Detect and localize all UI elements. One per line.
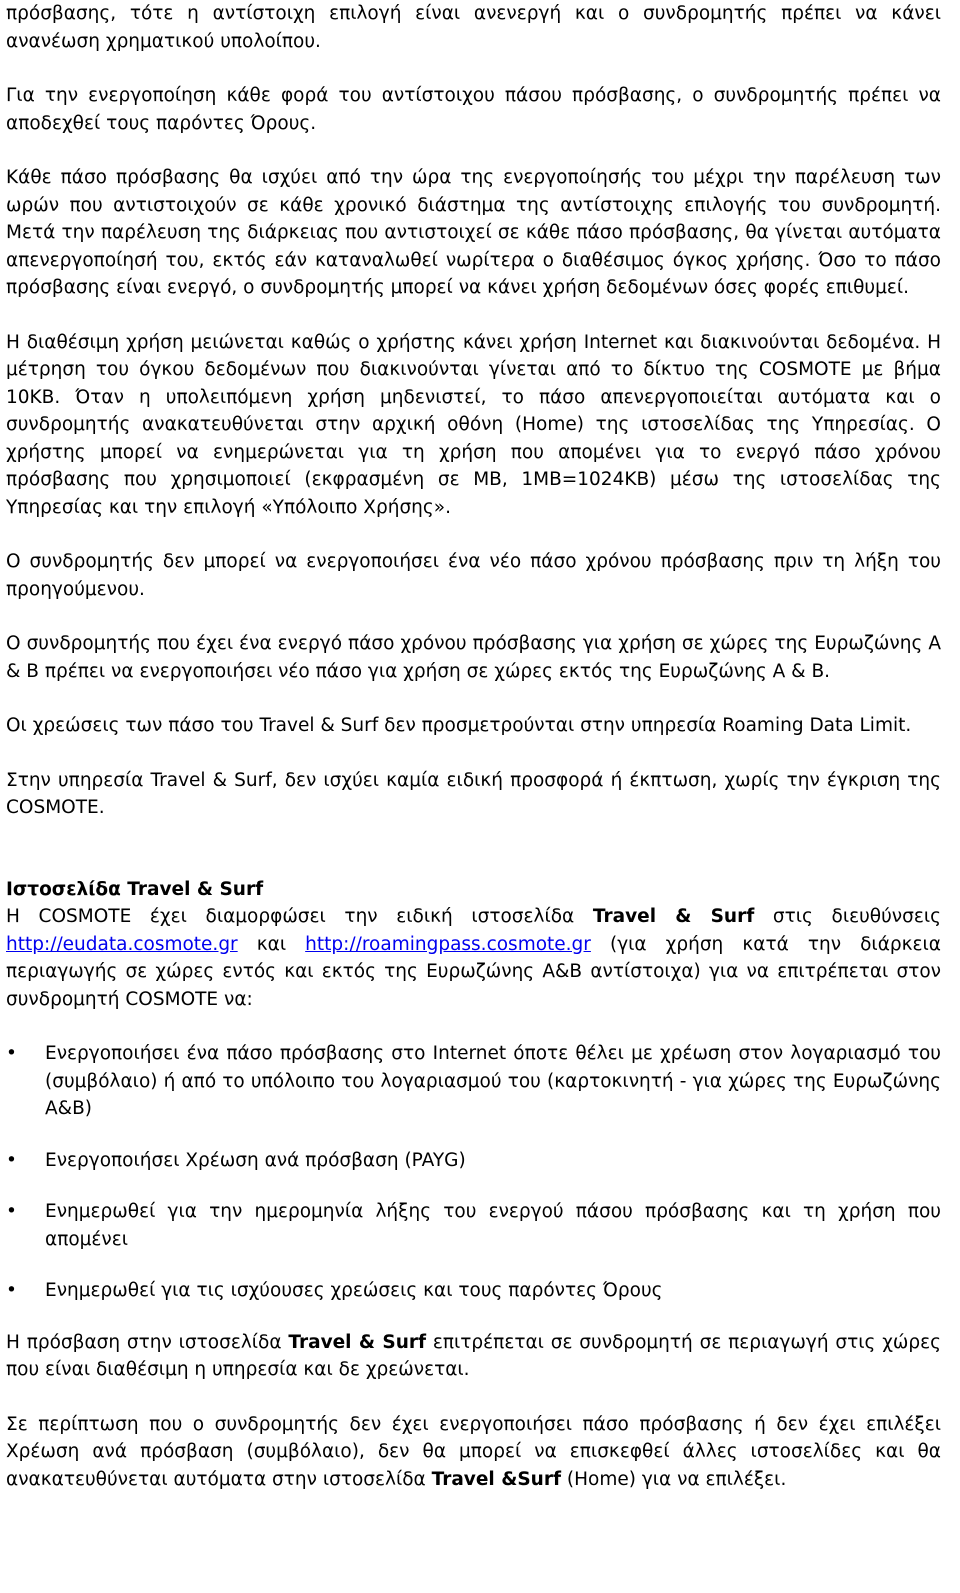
bullet-icon: • (6, 1149, 17, 1171)
list-item-text: Ενημερωθεί για τις ισχύουσες χρεώσεις και τους παρόντες Όρους (45, 1280, 663, 1301)
access-bold-travel-surf: Travel & Surf (288, 1331, 427, 1353)
list-item-text: Ενεργοποιήσει ένα πάσο πρόσβασης στο Internet όποτε θέλει με χρέωση στον λογαριασμό του (συμβόλαιο) ή από το υπόλοιπο του λογαριασμού του (καρτοκινητή - για χώρες της Ευρωζώνης Α&Β) (45, 1043, 941, 1119)
paragraph-renewal: πρόσβασης, τότε η αντίστοιχη επιλογή είναι ανενεργή και ο συνδρομητής πρέπει να κάνει ανανέωση χρηματικού υπολοίπου. (6, 3, 941, 52)
list-item (6, 1277, 941, 1305)
intro-and: και (237, 933, 306, 955)
paragraph-terms-acceptance: Για την ενεργοποίηση κάθε φορά του αντίστοιχου πάσου πρόσβασης, ο συνδρομητής πρέπει να αποδεχθεί τους παρόντες Όρους. (6, 85, 941, 134)
paragraph-pass-validity: Κάθε πάσο πρόσβασης θα ισχύει από την ώρα της ενεργοποίησής του μέχρι την παρέλευση των ωρών που αντιστοιχούν σε κάθε χρονικό διάστημα της αντίστοιχης επιλογής του συνδρομητή. Μετά την παρέλευση της διάρκειας που αντιστοιχεί σε κάθε πάσο πρόσβασης, θα γίνεται αυτόματα απενεργοποίησή του, εκτός εάν καταναλωθεί νωρίτερα ο διαθέσιμος όγκος χρήσης. Όσο το πάσο πρόσβασης είναι ενεργό, ο συνδρομητής μπορεί να κάνει χρήση δεδομένων όσες φορές επιθυμεί. (6, 167, 941, 298)
final-bold-travel-surf: Travel &Surf (431, 1468, 561, 1490)
roamingpass-link[interactable]: http://roamingpass.cosmote.gr (305, 933, 591, 955)
paragraph-usage-metering: Η διαθέσιμη χρήση μειώνεται καθώς ο χρήστης κάνει χρήση Internet και διακινούνται δεδομένα. Η μέτρηση του όγκου δεδομένων που διακινούνται γίνεται από το δίκτυο της COSMOTE με βήμα 10KB. Όταν η υπολειπόμενη χρήση μηδενιστεί, το πάσο απενεργοποιείται αυτόματα και ο συνδρομητής ανακατευθύνεται στην αρχική οθόνη (Home) της ιστοσελίδας της Υπηρεσίας. Ο χρήστης μπορεί να ενημερώνεται για τη χρήση που απομένει για το ενεργό πάσο χρόνου πρόσβασης που χρησιμοποιεί (εκφρασμένη σε MB, 1MB=1024KB) μέσω της ιστοσελίδας της Υπηρεσίας και την επιλογή «Υπόλοιπο Χρήσης». (6, 331, 941, 518)
paragraph-redirect (6, 1411, 941, 1494)
access-text-b: επιτρέπεται σε συνδρομητή σε περιαγωγή στις χώρες που είναι διαθέσιμη η υπηρεσία και δε χρεώνεται. (6, 1331, 941, 1380)
bullet-icon: • (6, 1043, 17, 1064)
paragraph-website-intro (6, 903, 941, 1013)
paragraph-new-pass-restriction: Ο συνδρομητής δεν μπορεί να ενεργοποιήσει ένα νέο πάσο χρόνου πρόσβασης πριν τη λήξη του προηγούμενου. (6, 551, 941, 600)
final-text-b: (Home) για να επιλέξει. (561, 1468, 787, 1490)
bullet-icon: • (6, 1280, 17, 1301)
section-heading: Ιστοσελίδα Travel & Surf (6, 878, 264, 900)
access-text-a: Η πρόσβαση στην ιστοσελίδα (6, 1331, 289, 1353)
document-page (6, 0, 941, 1493)
eudata-link[interactable]: http://eudata.cosmote.gr (6, 933, 238, 955)
final-text-a: Σε περίπτωση που ο συνδρομητής δεν έχει ενεργοποιήσει πάσο πρόσβασης ή δεν έχει επιλέξει Χρέωση ανά πρόσβαση (συμβόλαιο), δεν θα μπορεί να επισκεφθεί άλλες ιστοσελίδες και θα ανακατευθύνεται αυτόματα στην ιστοσελίδα (6, 1413, 941, 1490)
intro-text-b: στις διευθύνσεις (754, 906, 941, 927)
list-item (6, 1198, 941, 1253)
list-item-text: Ενημερωθεί για την ημερομηνία λήξης του ενεργού πάσου πρόσβασης και τη χρήση που απομένει (45, 1201, 941, 1250)
paragraph-no-discount: Στην υπηρεσία Travel & Surf, δεν ισχύει καμία ειδική προσφορά ή έκπτωση, χωρίς την έγκριση της COSMOTE. (6, 769, 941, 818)
features-list (6, 1040, 941, 1305)
paragraph-eurozone: Ο συνδρομητής που έχει ένα ενεργό πάσο χρόνου πρόσβασης για χρήση σε χώρες της Ευρωζώνης Α & Β πρέπει να ενεργοποιήσει νέο πάσο για χρήση σε χώρες εκτός της Ευρωζώνης Α & Β. (6, 633, 941, 682)
intro-bold-travel-surf: Travel & Surf (592, 906, 755, 927)
list-item (6, 1040, 941, 1123)
list-item (6, 1147, 941, 1175)
paragraph-roaming-data-limit: Οι χρεώσεις των πάσο του Travel & Surf δεν προσμετρούνται στην υπηρεσία Roaming Data Limit. (6, 715, 912, 736)
bullet-icon: • (6, 1201, 17, 1222)
list-item-text: Ενεργοποιήσει Χρέωση ανά πρόσβαση (PAYG) (45, 1149, 466, 1171)
paragraph-free-access (6, 1329, 941, 1384)
intro-text-a: Η COSMOTE έχει διαμορφώσει την ειδική ιστοσελίδα (6, 906, 593, 927)
intro-text-c: (για χρήση κατά την διάρκεια περιαγωγής σε χώρες εντός και εκτός της Ευρωζώνης Α&Β αντίστοιχα) για να επιτρέπεται στον συνδρομητή COSMOTE να: (6, 933, 941, 1010)
